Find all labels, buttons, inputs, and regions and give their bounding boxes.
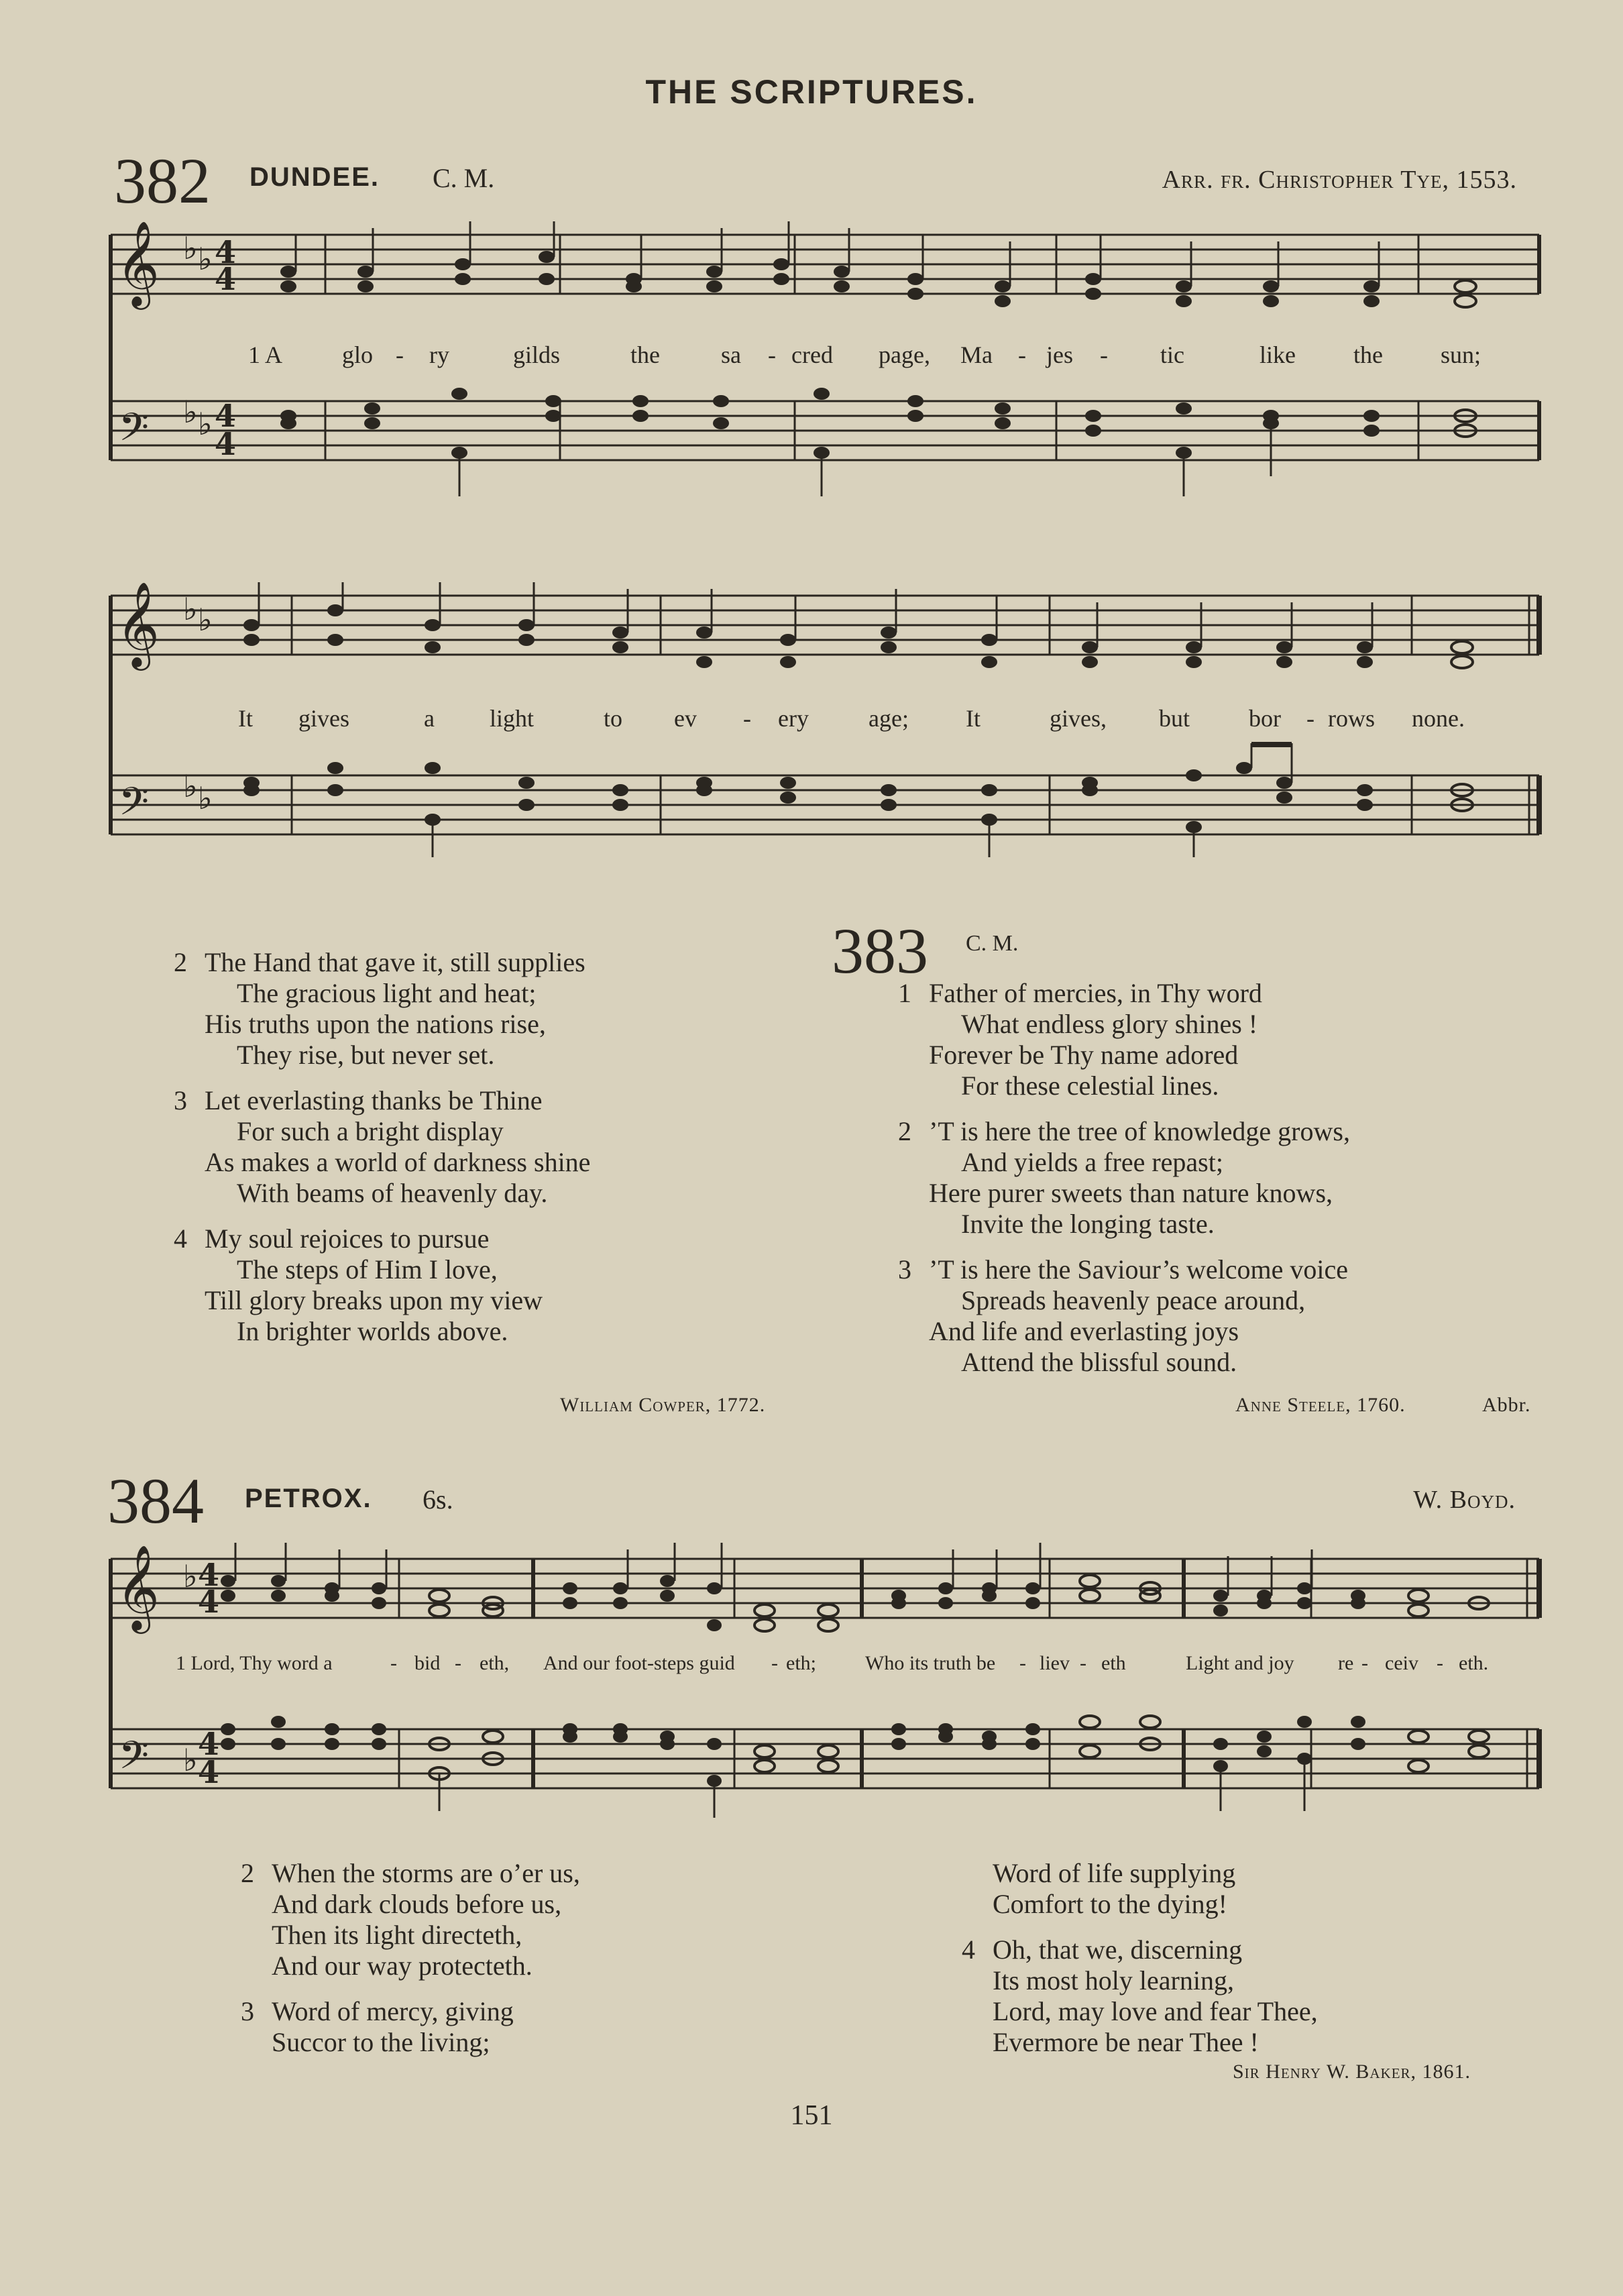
hymn-383-meter: C. M. bbox=[966, 931, 1019, 956]
lyric: to bbox=[604, 705, 623, 732]
lyric: - bbox=[1361, 1652, 1368, 1674]
verse-line: The Hand that gave it, still supplies bbox=[205, 947, 585, 977]
lyric: gives bbox=[298, 705, 349, 732]
verse bbox=[174, 1085, 795, 1209]
lyric: - bbox=[1100, 341, 1108, 368]
svg-text:♭: ♭ bbox=[183, 591, 198, 627]
lyric: ry bbox=[429, 341, 449, 368]
hymn-383-author: Anne Steele, 1760. bbox=[1235, 1394, 1406, 1416]
svg-text:4: 4 bbox=[215, 398, 237, 434]
verse-line: Then its light directeth, bbox=[272, 1920, 522, 1950]
verse-line: Word of mercy, giving bbox=[272, 1996, 514, 2026]
lyric: It bbox=[238, 705, 253, 732]
lyric: a bbox=[424, 705, 435, 732]
verse-line: Word of life supplying bbox=[993, 1858, 1236, 1888]
svg-text:♭: ♭ bbox=[183, 1558, 198, 1594]
lyric: Who its truth be bbox=[865, 1652, 996, 1674]
lyric: tic bbox=[1160, 341, 1184, 368]
verse bbox=[241, 1858, 741, 1981]
lyric: Ma bbox=[960, 341, 993, 368]
verse-line: Spreads heavenly peace around, bbox=[961, 1285, 1306, 1315]
svg-text:♭: ♭ bbox=[183, 1742, 198, 1778]
lyric: - bbox=[743, 705, 751, 732]
lyric: bid bbox=[414, 1652, 441, 1674]
svg-text:𝄞: 𝄞 bbox=[116, 582, 160, 667]
svg-text:4: 4 bbox=[198, 1584, 220, 1620]
lyric: 1 Lord, Thy word a bbox=[176, 1652, 333, 1674]
verse-line: ’T is here the tree of knowledge grows, bbox=[929, 1116, 1350, 1146]
lyric: - bbox=[1080, 1652, 1086, 1674]
hymn-382-arranger: Arr. fr. Christopher Tye, 1553. bbox=[1162, 166, 1517, 194]
svg-text:♭: ♭ bbox=[183, 768, 198, 804]
verse bbox=[241, 1996, 741, 2058]
verse-line: For such a bright display bbox=[237, 1116, 504, 1146]
verse-line: Here purer sweets than nature knows, bbox=[929, 1178, 1333, 1208]
hymn-382-meter: C. M. bbox=[433, 163, 495, 193]
svg-text:♭: ♭ bbox=[183, 230, 198, 266]
hymn-384-lyrics bbox=[0, 1652, 1623, 1679]
lyric: the bbox=[630, 341, 660, 368]
verse-line: And yields a free repast; bbox=[961, 1147, 1223, 1177]
verse-line: Comfort to the dying! bbox=[993, 1889, 1227, 1919]
svg-text:𝄢: 𝄢 bbox=[119, 1733, 150, 1788]
hymn-382-author: William Cowper, 1772. bbox=[560, 1394, 766, 1416]
lyric: sa bbox=[721, 341, 741, 368]
verse-line: Till glory breaks upon my view bbox=[205, 1285, 543, 1315]
svg-text:𝄢: 𝄢 bbox=[119, 779, 150, 834]
lyric: ceiv bbox=[1385, 1652, 1418, 1674]
svg-text:𝄢: 𝄢 bbox=[119, 404, 150, 459]
svg-text:4: 4 bbox=[215, 234, 237, 270]
verse-line: As makes a world of darkness shine bbox=[205, 1147, 591, 1177]
lyric: ery bbox=[778, 705, 809, 732]
lyric: bor bbox=[1249, 705, 1281, 732]
verse-line: Its most holy learning, bbox=[993, 1965, 1234, 1996]
svg-text:♭: ♭ bbox=[183, 394, 198, 430]
verse-line: In brighter worlds above. bbox=[237, 1316, 508, 1346]
lyric: - bbox=[1306, 705, 1314, 732]
lyric: gilds bbox=[513, 341, 561, 368]
verse bbox=[898, 1116, 1532, 1240]
hymn-382-lyrics-line-2 bbox=[0, 704, 1623, 738]
lyric: - bbox=[1018, 341, 1026, 368]
lyric: And our foot-steps guid bbox=[543, 1652, 735, 1674]
lyric: - bbox=[1019, 1652, 1026, 1674]
lyric: none. bbox=[1412, 705, 1465, 732]
lyric: eth, bbox=[480, 1652, 510, 1674]
verse-line: My soul rejoices to pursue bbox=[205, 1223, 490, 1254]
verse-number: 3 bbox=[898, 1254, 911, 1284]
verse-line: For these celestial lines. bbox=[961, 1071, 1219, 1101]
hymn-384-meter: 6s. bbox=[423, 1484, 453, 1515]
verse-number: 2 bbox=[898, 1116, 911, 1146]
lyric: ev bbox=[674, 705, 697, 732]
lyric: eth. bbox=[1459, 1652, 1489, 1674]
lyric: eth; bbox=[786, 1652, 816, 1674]
lyric: - bbox=[455, 1652, 461, 1674]
lyric: - bbox=[768, 341, 776, 368]
svg-text:𝄞: 𝄞 bbox=[116, 221, 160, 306]
hymn-384-system bbox=[104, 1543, 1546, 1824]
verse-number: 3 bbox=[174, 1085, 187, 1115]
verse-line: The steps of Him I love, bbox=[237, 1254, 498, 1284]
lyric: page, bbox=[879, 341, 930, 368]
lyric: re bbox=[1338, 1652, 1354, 1674]
lyric: cred bbox=[791, 341, 833, 368]
svg-text:𝄞: 𝄞 bbox=[116, 1544, 160, 1630]
lyric: - bbox=[771, 1652, 778, 1674]
verse bbox=[898, 978, 1532, 1101]
hymn-384-composer: W. Boyd. bbox=[1413, 1486, 1516, 1514]
lyric: - bbox=[1437, 1652, 1443, 1674]
svg-text:♭: ♭ bbox=[198, 241, 213, 277]
lyric: liev bbox=[1040, 1652, 1070, 1674]
verse-line: Forever be Thy name adored bbox=[929, 1040, 1239, 1070]
lyric: Light and joy bbox=[1186, 1652, 1294, 1674]
hymn-382-verses bbox=[174, 947, 795, 1362]
lyric: 1 A bbox=[248, 341, 283, 368]
svg-text:4: 4 bbox=[215, 426, 237, 462]
hymn-384-verses-left bbox=[241, 1858, 741, 2073]
hymn-382-tune: DUNDEE. bbox=[249, 162, 380, 192]
verse-number: 1 bbox=[898, 978, 911, 1008]
lyric: but bbox=[1159, 705, 1190, 732]
verse-line: And life and everlasting joys bbox=[929, 1316, 1239, 1346]
verse-line: Father of mercies, in Thy word bbox=[929, 978, 1262, 1008]
verse-line: His truths upon the nations rise, bbox=[205, 1009, 546, 1039]
verse bbox=[962, 1934, 1462, 2058]
verse-line: And dark clouds before us, bbox=[272, 1889, 562, 1919]
verse-line: Evermore be near Thee ! bbox=[993, 2027, 1259, 2057]
svg-text:♭: ♭ bbox=[198, 406, 213, 442]
svg-text:4: 4 bbox=[198, 1557, 220, 1593]
verse bbox=[174, 1223, 795, 1347]
verse bbox=[898, 1254, 1532, 1378]
verse-line: And our way protecteth. bbox=[272, 1951, 533, 1981]
verse-line: Lord, may love and fear Thee, bbox=[993, 1996, 1318, 2026]
verse-line: Invite the longing taste. bbox=[961, 1209, 1215, 1239]
page-number: 151 bbox=[790, 2100, 833, 2131]
lyric: rows bbox=[1328, 705, 1375, 732]
svg-text:4: 4 bbox=[198, 1726, 220, 1762]
lyric: eth bbox=[1101, 1652, 1126, 1674]
verse-line: They rise, but never set. bbox=[237, 1040, 495, 1070]
hymn-384-verses-right bbox=[962, 1858, 1462, 2073]
lyric: age; bbox=[869, 705, 909, 732]
section-title: THE SCRIPTURES. bbox=[645, 73, 978, 111]
hymn-384-number: 384 bbox=[107, 1465, 204, 1537]
lyric: gives, bbox=[1050, 705, 1107, 732]
verse-number: 2 bbox=[174, 947, 187, 977]
svg-text:♭: ♭ bbox=[198, 602, 213, 638]
lyric: It bbox=[966, 705, 981, 732]
verse-line: With beams of heavenly day. bbox=[237, 1178, 548, 1208]
lyric: glo bbox=[342, 341, 374, 368]
verse-line: When the storms are o’er us, bbox=[272, 1858, 580, 1888]
verse bbox=[174, 947, 795, 1071]
hymn-383-verses bbox=[898, 978, 1532, 1392]
hymn-383-number: 383 bbox=[832, 915, 928, 987]
verse bbox=[993, 1858, 1462, 1920]
hymn-383-author-note: Abbr. bbox=[1482, 1394, 1531, 1416]
hymn-384-tune: PETROX. bbox=[245, 1484, 372, 1513]
verse-line: Let everlasting thanks be Thine bbox=[205, 1085, 543, 1115]
verse-line: Attend the blissful sound. bbox=[961, 1347, 1237, 1377]
verse-number: 3 bbox=[241, 1996, 254, 2026]
verse-line: The gracious light and heat; bbox=[237, 978, 537, 1008]
hymn-384-author: Sir Henry W. Baker, 1861. bbox=[1233, 2061, 1471, 2083]
lyric: the bbox=[1353, 341, 1383, 368]
verse-line: Succor to the living; bbox=[272, 2027, 490, 2057]
verse-number: 2 bbox=[241, 1858, 254, 1888]
lyric: - bbox=[390, 1652, 397, 1674]
verse-line: Oh, that we, discerning bbox=[993, 1934, 1243, 1965]
lyric: like bbox=[1260, 341, 1296, 368]
verse-number: 4 bbox=[962, 1934, 975, 1965]
verse-number: 4 bbox=[174, 1223, 187, 1254]
svg-text:4: 4 bbox=[198, 1754, 220, 1790]
lyric: - bbox=[396, 341, 404, 368]
lyric: jes bbox=[1046, 341, 1073, 368]
svg-text:4: 4 bbox=[215, 261, 237, 297]
lyric: sun; bbox=[1441, 341, 1481, 368]
hymn-382-lyrics-line-1 bbox=[0, 341, 1623, 374]
hymn-382-number: 382 bbox=[114, 145, 211, 217]
svg-text:♭: ♭ bbox=[198, 780, 213, 816]
lyric: light bbox=[490, 705, 535, 732]
verse-line: ’T is here the Saviour’s welcome voice bbox=[929, 1254, 1348, 1284]
verse-line: What endless glory shines ! bbox=[961, 1009, 1258, 1039]
